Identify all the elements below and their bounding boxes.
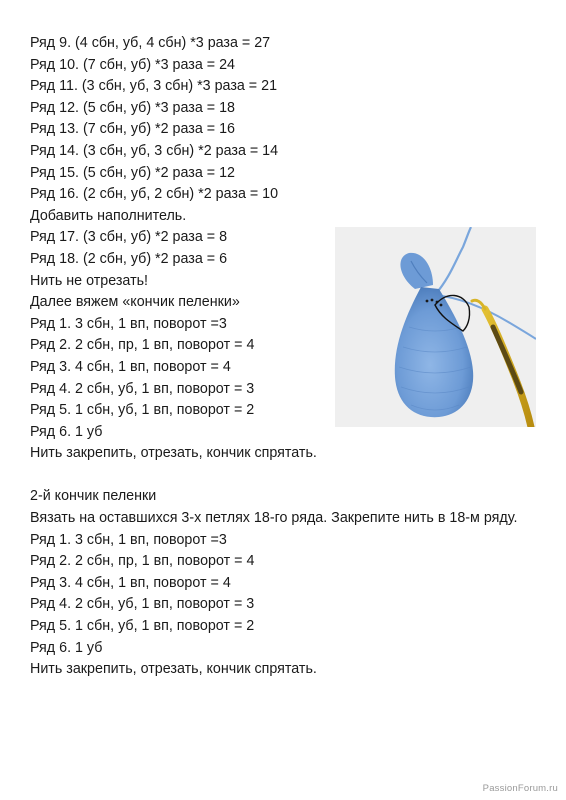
instruction-line: Ряд 15. (5 сбн, уб) *2 раза = 12 [30, 164, 235, 181]
instruction-line: Далее вяжем «кончик пеленки» [30, 294, 240, 311]
spacer [30, 465, 550, 487]
instruction-line: Ряд 6. 1 уб [30, 639, 103, 656]
instruction-line: Ряд 2. 2 сбн, пр, 1 вп, поворот = 4 [30, 553, 255, 570]
instructions-part-2 [30, 530, 550, 681]
instruction-line: Ряд 3. 4 сбн, 1 вп, поворот = 4 [30, 358, 231, 375]
instruction-line: Нить закрепить, отрезать, кончик спрятать. [30, 445, 317, 462]
instruction-line: Нить закрепить, отрезать, кончик спрятать. [30, 661, 317, 678]
crochet-photo [335, 227, 536, 427]
watermark: PassionForum.ru [482, 783, 558, 794]
instruction-line: Ряд 10. (7 сбн, уб) *3 раза = 24 [30, 56, 235, 73]
instruction-line: Ряд 9. (4 сбн, уб, 4 сбн) *3 раза = 27 [30, 35, 271, 51]
instruction-line: Ряд 13. (7 сбн, уб) *2 раза = 16 [30, 121, 235, 138]
instruction-line: Ряд 12. (5 сбн, уб) *3 раза = 18 [30, 99, 235, 116]
instruction-line: Ряд 5. 1 сбн, уб, 1 вп, поворот = 2 [30, 618, 255, 635]
instruction-line: Ряд 16. (2 сбн, уб, 2 сбн) *2 раза = 10 [30, 186, 279, 203]
instruction-line: Ряд 3. 4 сбн, 1 вп, поворот = 4 [30, 574, 231, 591]
section-title: 2-й кончик пеленки [30, 488, 157, 505]
instruction-line: Ряд 4. 2 сбн, уб, 1 вп, поворот = 3 [30, 380, 255, 397]
instruction-line: Ряд 5. 1 сбн, уб, 1 вп, поворот = 2 [30, 402, 255, 419]
instruction-line: Ряд 1. 3 сбн, 1 вп, поворот =3 [30, 315, 227, 332]
instruction-line: Ряд 17. (3 сбн, уб) *2 раза = 8 [30, 229, 228, 246]
instruction-line: Ряд 2. 2 сбн, пр, 1 вп, поворот = 4 [30, 337, 255, 354]
instruction-line: Добавить наполнитель. [30, 207, 187, 224]
instruction-line: Ряд 14. (3 сбн, уб, 3 сбн) *2 раза = 14 [30, 142, 279, 159]
section-intro: Вязать на оставшихся 3-х петлях 18-го ряда. Закрепите нить в 18-м ряду. [30, 510, 518, 527]
instruction-line: Нить не отрезать! [30, 272, 149, 289]
instruction-line: Ряд 4. 2 сбн, уб, 1 вп, поворот = 3 [30, 596, 255, 613]
instruction-line: Ряд 18. (2 сбн, уб) *2 раза = 6 [30, 250, 228, 267]
instruction-line: Ряд 6. 1 уб [30, 423, 103, 440]
crochet-toy-image [335, 227, 536, 427]
instruction-line: Ряд 11. (3 сбн, уб, 3 сбн) *3 раза = 21 [30, 78, 278, 95]
instruction-line: Ряд 1. 3 сбн, 1 вп, поворот =3 [30, 531, 227, 548]
